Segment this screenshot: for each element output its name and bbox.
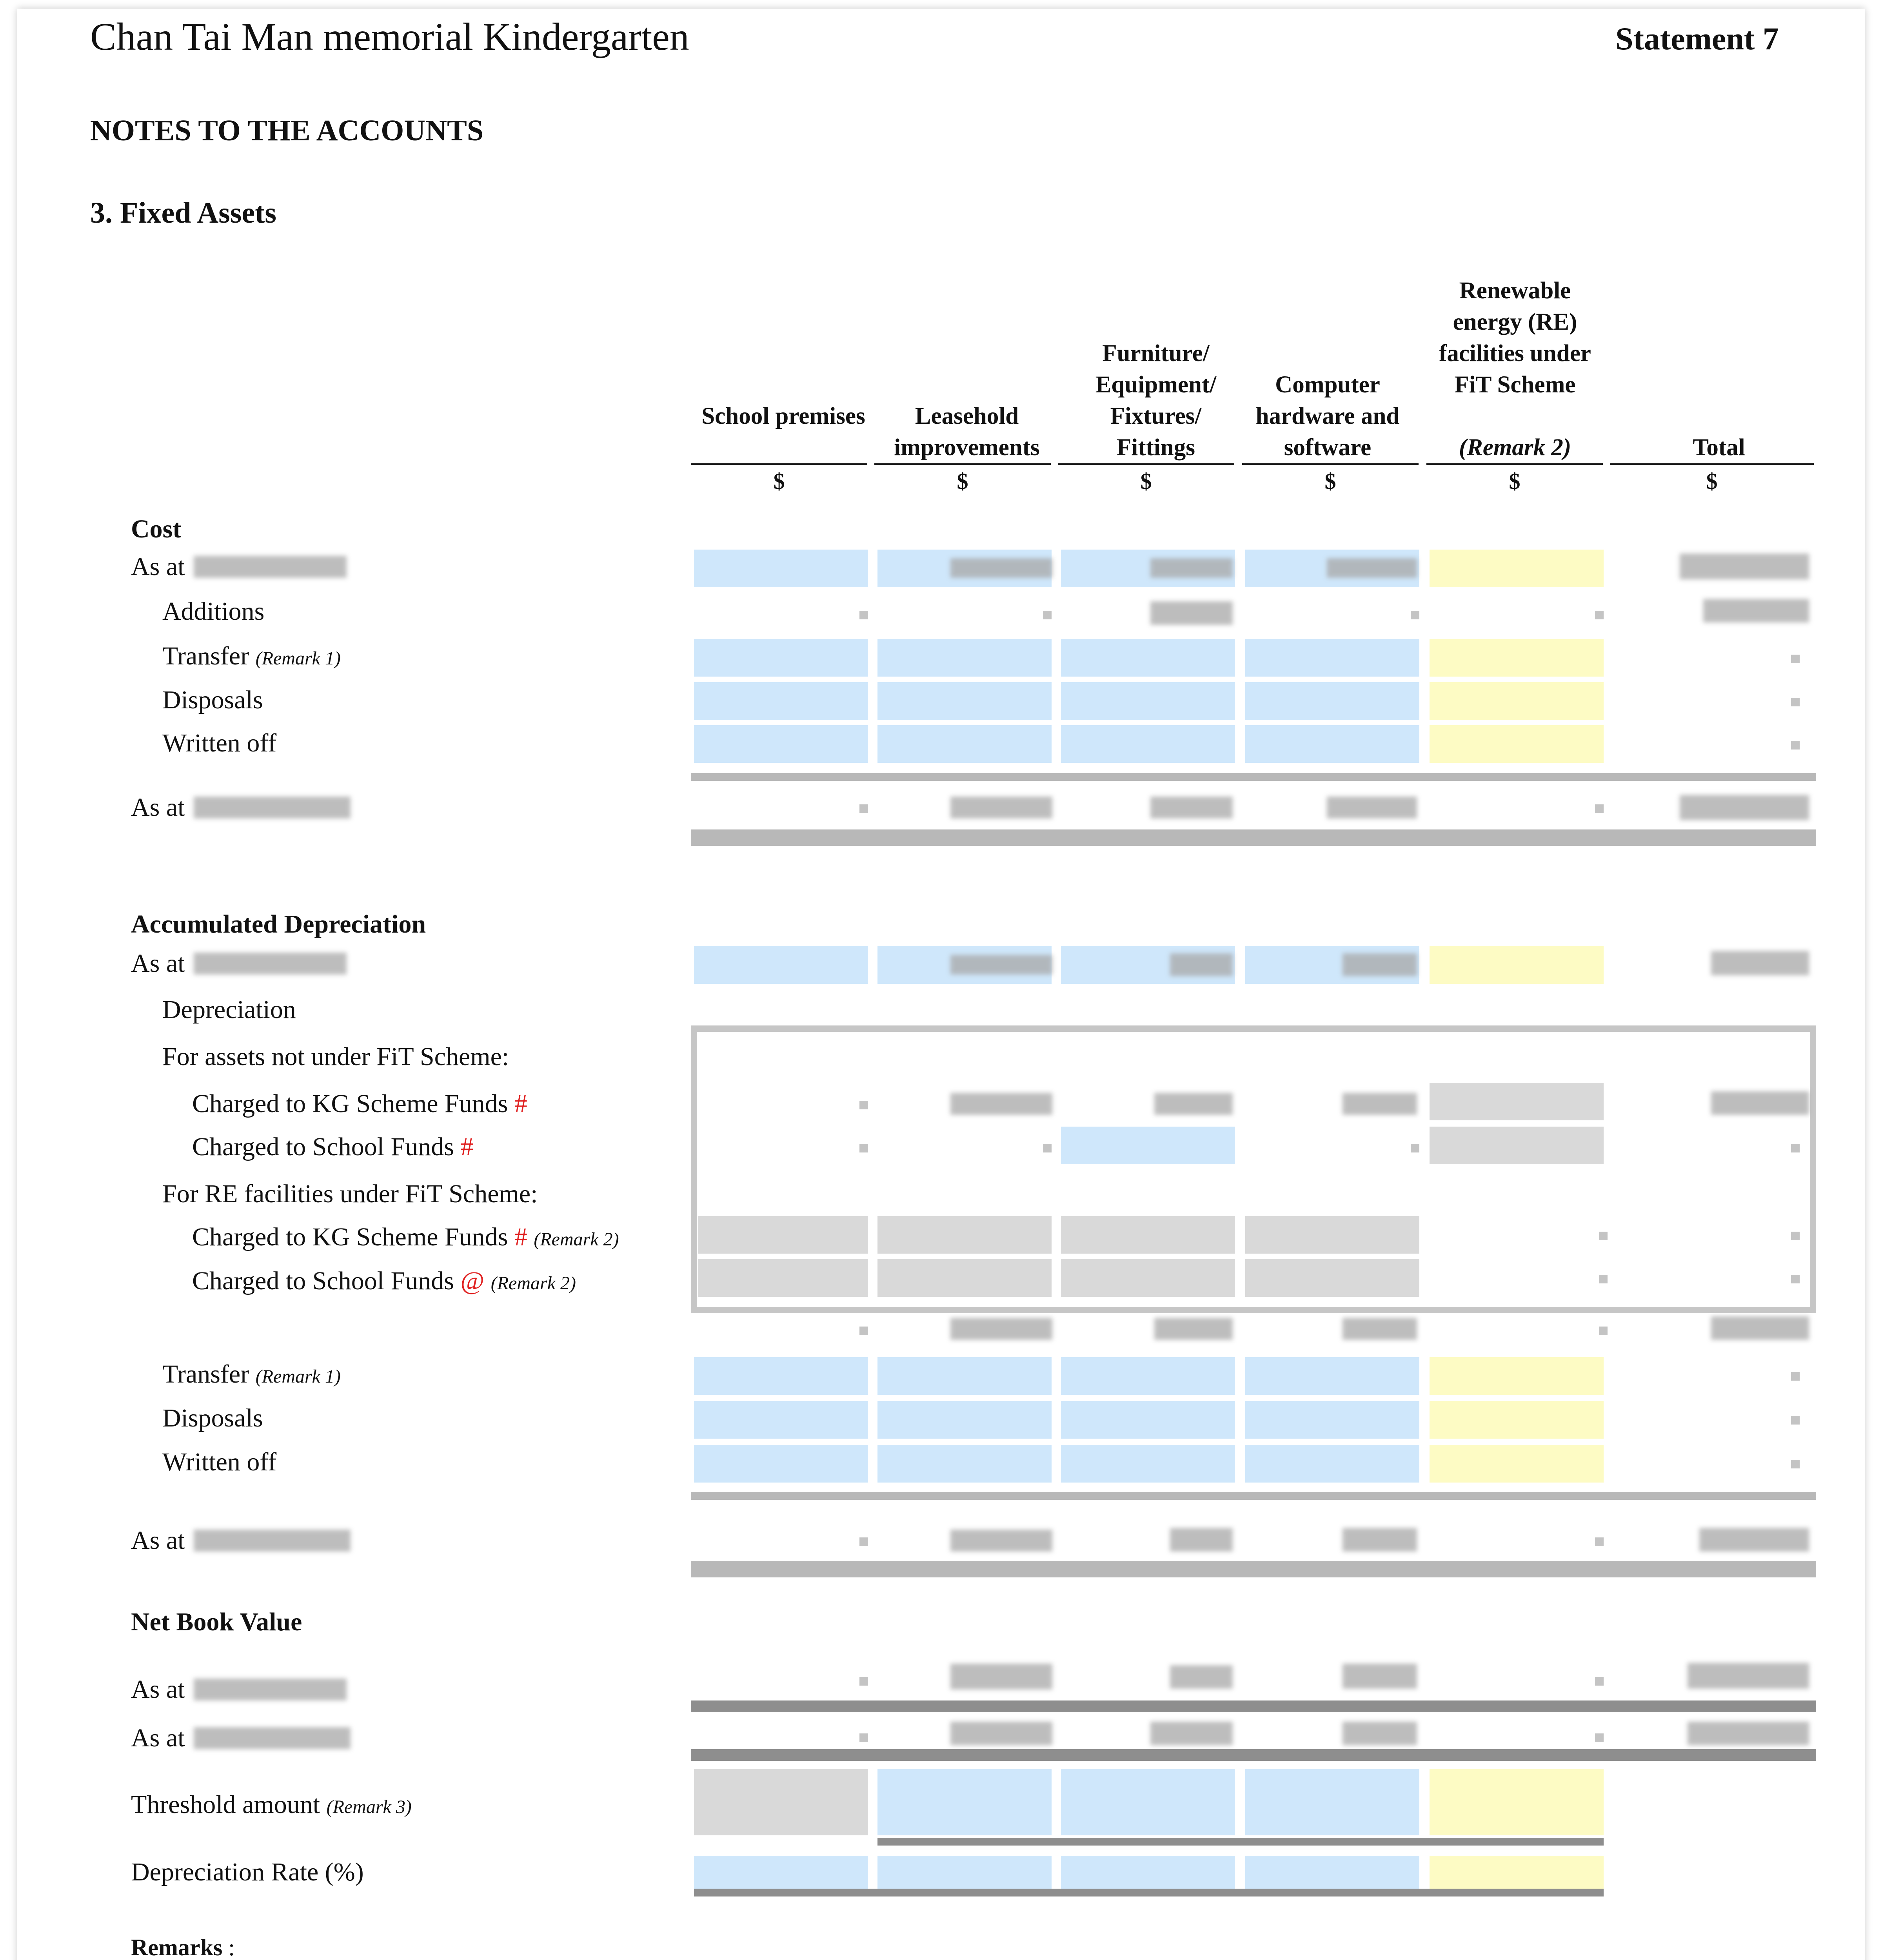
row-label-transfer (162, 641, 341, 671)
currency-label: $ (957, 468, 968, 494)
input-cell[interactable] (877, 639, 1052, 677)
empty-value-dot (859, 1733, 868, 1742)
input-cell[interactable] (877, 1445, 1052, 1483)
redacted-date (194, 556, 347, 578)
input-cell[interactable] (1061, 1127, 1235, 1164)
empty-value-dot (859, 611, 868, 619)
redacted-value (1699, 1528, 1809, 1552)
row-label-as-at: As at (131, 1724, 185, 1752)
redacted-value (1711, 1316, 1809, 1340)
redacted-value (1170, 1665, 1233, 1689)
disabled-cell (877, 1259, 1052, 1297)
redacted-value (1711, 951, 1809, 975)
empty-value-dot (859, 1677, 868, 1686)
input-cell[interactable] (694, 725, 868, 763)
input-cell[interactable] (694, 1445, 868, 1483)
remark-3-ref: (Remark 3) (326, 1797, 412, 1817)
input-cell[interactable] (694, 1401, 868, 1439)
empty-value-dot (1791, 1372, 1800, 1381)
row-label-threshold (131, 1790, 412, 1820)
empty-value-dot (1791, 1232, 1800, 1240)
empty-value-dot (1791, 1460, 1800, 1468)
charged-school-label: Charged to School Funds (192, 1132, 454, 1161)
row-label-as-at: As at (131, 1675, 185, 1704)
input-cell[interactable] (1245, 1357, 1419, 1395)
input-cell[interactable] (1430, 1856, 1604, 1889)
redacted-value (950, 955, 1052, 975)
header-underline (1242, 463, 1419, 465)
input-cell[interactable] (1430, 1401, 1604, 1439)
redacted-date (194, 797, 351, 818)
total-double-rule (691, 829, 1816, 846)
transfer-label: Transfer (162, 1360, 249, 1388)
input-cell[interactable] (1430, 639, 1604, 677)
dep-rate-rule (694, 1889, 1604, 1896)
currency-label: $ (1509, 468, 1520, 494)
input-cell[interactable] (1245, 639, 1419, 677)
input-cell[interactable] (1245, 725, 1419, 763)
at-marker: @ (460, 1267, 485, 1295)
input-cell[interactable] (877, 725, 1052, 763)
disabled-cell (1430, 1083, 1604, 1120)
nbv-double-rule (691, 1700, 1816, 1712)
empty-value-dot (1599, 1275, 1608, 1283)
header-underline (874, 463, 1051, 465)
fixed-assets-heading: 3. Fixed Assets (90, 196, 276, 229)
input-cell[interactable] (1245, 1445, 1419, 1483)
empty-value-dot (859, 1101, 868, 1109)
remarks-heading (131, 1932, 235, 1960)
notes-heading: NOTES TO THE ACCOUNTS (90, 114, 484, 147)
cost-heading: Cost (131, 515, 182, 543)
row-label-as-at: As at (131, 1526, 185, 1555)
redacted-date (194, 1727, 351, 1749)
net-book-value-heading: Net Book Value (131, 1608, 302, 1636)
input-cell[interactable] (1430, 550, 1604, 587)
redacted-value (1327, 797, 1417, 818)
empty-value-dot (1791, 741, 1800, 750)
empty-value-dot (1791, 698, 1800, 706)
row-label-disposals: Disposals (162, 686, 263, 714)
row-label-as-at: As at (131, 552, 185, 581)
redacted-date (194, 1530, 351, 1552)
header-underline (1426, 463, 1603, 465)
redacted-value (1688, 1722, 1809, 1745)
input-cell[interactable] (1061, 1401, 1235, 1439)
disabled-cell (877, 1216, 1052, 1254)
redacted-value (1342, 1722, 1417, 1745)
row-label-as-at: As at (131, 793, 185, 822)
accumulated-depreciation-heading: Accumulated Depreciation (131, 910, 426, 938)
disabled-cell (1061, 1216, 1235, 1254)
input-cell[interactable] (694, 639, 868, 677)
input-cell[interactable] (1430, 1769, 1604, 1835)
input-cell[interactable] (1430, 946, 1604, 984)
empty-value-dot (1411, 1144, 1419, 1152)
empty-value-dot (1595, 1537, 1604, 1546)
col-header-total: Total (1693, 434, 1745, 461)
empty-value-dot (859, 804, 868, 813)
hash-marker: # (514, 1089, 527, 1118)
row-label-charged-school (192, 1132, 473, 1162)
col-header-school-premises: School premises (701, 403, 865, 429)
input-cell[interactable] (694, 1357, 868, 1395)
empty-value-dot (1595, 1733, 1604, 1742)
school-name: Chan Tai Man memorial Kindergarten (90, 15, 689, 58)
redacted-date (194, 1679, 347, 1700)
currency-label: $ (1706, 468, 1718, 494)
disabled-cell (1061, 1259, 1235, 1297)
empty-value-dot (1791, 655, 1800, 663)
redacted-value (1170, 1528, 1233, 1552)
disabled-cell (694, 1769, 868, 1835)
row-label-charged-school-fit (192, 1266, 576, 1296)
empty-value-dot (1595, 1677, 1604, 1686)
input-cell[interactable] (694, 682, 868, 720)
remark-1-ref: (Remark 1) (255, 648, 341, 669)
hash-marker: # (460, 1132, 474, 1161)
redacted-value (950, 1664, 1052, 1690)
row-label-depreciation: Depreciation (162, 995, 296, 1024)
input-cell[interactable] (1245, 1769, 1419, 1835)
redacted-value (1150, 797, 1233, 818)
input-cell[interactable] (1061, 1445, 1235, 1483)
currency-label: $ (1324, 468, 1336, 494)
remark-2-ref: (Remark 2) (534, 1229, 619, 1250)
redacted-value (1154, 1093, 1233, 1115)
input-cell[interactable] (1430, 725, 1604, 763)
redacted-date (194, 953, 347, 975)
statement-number: Statement 7 (1615, 21, 1779, 56)
empty-value-dot (859, 1327, 868, 1335)
row-label-not-under-fit: For assets not under FiT Scheme: (162, 1042, 509, 1071)
header-underline (691, 463, 867, 465)
col-header-remark2: (Remark 2) (1459, 434, 1571, 461)
remarks-colon: : (222, 1935, 235, 1960)
input-cell[interactable] (1430, 1357, 1604, 1395)
charged-kg-label: Charged to KG Scheme Funds (192, 1089, 508, 1118)
remark-1-ref: (Remark 1) (255, 1366, 341, 1387)
col-header-leasehold: Leasehold improvements (894, 403, 1040, 461)
redacted-value (950, 1318, 1052, 1340)
document-page (17, 9, 1865, 1960)
input-cell[interactable] (1061, 1769, 1235, 1835)
redacted-value (1150, 601, 1233, 625)
input-cell[interactable] (1245, 1856, 1419, 1889)
input-cell[interactable] (1430, 1445, 1604, 1483)
redacted-value (1342, 1093, 1417, 1115)
redacted-value (1342, 1664, 1417, 1689)
input-cell[interactable] (877, 1401, 1052, 1439)
empty-value-dot (1599, 1232, 1608, 1240)
currency-label: $ (1140, 468, 1152, 494)
input-cell[interactable] (1061, 1357, 1235, 1395)
hash-marker: # (514, 1223, 527, 1251)
nbv-double-rule (691, 1749, 1816, 1761)
input-cell[interactable] (1061, 1856, 1235, 1889)
currency-label: $ (773, 468, 785, 494)
input-cell[interactable] (1061, 682, 1235, 720)
charged-kg-label: Charged to KG Scheme Funds (192, 1223, 508, 1251)
empty-value-dot (1043, 611, 1052, 619)
input-cell[interactable] (1061, 639, 1235, 677)
subtotal-rule (691, 773, 1816, 781)
disabled-cell (1245, 1216, 1419, 1254)
remark-2-ref: (Remark 2) (490, 1273, 576, 1294)
charged-school-label: Charged to School Funds (192, 1267, 454, 1295)
row-label-dep-rate: Depreciation Rate (%) (131, 1858, 364, 1886)
row-label-written-off: Written off (162, 1448, 277, 1476)
redacted-value (950, 1722, 1052, 1745)
empty-value-dot (859, 1144, 868, 1152)
redacted-value (1680, 795, 1809, 820)
col-header-furniture: Furniture/ Equipment/ Fixtures/ Fittings (1095, 340, 1217, 461)
empty-value-dot (1791, 1144, 1800, 1152)
total-double-rule (691, 1561, 1816, 1577)
redacted-value (1150, 558, 1233, 578)
input-cell[interactable] (877, 1357, 1052, 1395)
disabled-cell (698, 1216, 868, 1254)
input-cell[interactable] (1245, 1401, 1419, 1439)
redacted-value (1327, 558, 1417, 578)
row-label-charged-kg (192, 1089, 527, 1119)
subtotal-rule (691, 1492, 1816, 1500)
empty-value-dot (1599, 1327, 1608, 1335)
transfer-label: Transfer (162, 642, 249, 670)
redacted-value (1342, 1528, 1417, 1552)
empty-value-dot (1595, 611, 1604, 619)
input-cell[interactable] (1061, 725, 1235, 763)
input-cell[interactable] (1430, 682, 1604, 720)
disabled-cell (698, 1259, 868, 1297)
redacted-value (1680, 554, 1809, 579)
row-label-as-at: As at (131, 949, 185, 978)
threshold-label: Threshold amount (131, 1790, 320, 1819)
row-label-re-under-fit: For RE facilities under FiT Scheme: (162, 1180, 538, 1208)
row-label-additions: Additions (162, 597, 265, 626)
input-cell[interactable] (694, 550, 868, 587)
input-cell[interactable] (877, 682, 1052, 720)
redacted-value (1170, 953, 1233, 976)
row-label-transfer (162, 1359, 341, 1389)
disabled-cell (1245, 1259, 1419, 1297)
empty-value-dot (1595, 804, 1604, 813)
redacted-value (950, 1093, 1052, 1115)
redacted-value (950, 797, 1052, 818)
empty-value-dot (859, 1537, 868, 1546)
empty-value-dot (1791, 1275, 1800, 1283)
redacted-value (1342, 953, 1417, 976)
redacted-value (1688, 1663, 1809, 1689)
row-label-written-off: Written off (162, 729, 277, 757)
input-cell[interactable] (1245, 682, 1419, 720)
disabled-cell (1430, 1127, 1604, 1164)
empty-value-dot (1791, 1416, 1800, 1425)
redacted-value (1711, 1091, 1809, 1115)
header-underline (1610, 463, 1814, 465)
row-label-disposals: Disposals (162, 1404, 263, 1432)
redacted-value (950, 1530, 1052, 1552)
empty-value-dot (1411, 611, 1419, 619)
redacted-value (1154, 1318, 1233, 1340)
redacted-value (1150, 1722, 1233, 1745)
col-header-re-facilities: Renewable energy (RE) facilities under FiT Scheme (1439, 278, 1591, 398)
input-cell[interactable] (694, 946, 868, 984)
col-header-computer: Computer hardware and software (1255, 372, 1400, 461)
redacted-value (1342, 1318, 1417, 1340)
redacted-value (1703, 599, 1809, 622)
row-label-charged-kg-fit (192, 1222, 619, 1252)
input-cell[interactable] (694, 1856, 868, 1889)
threshold-rule (877, 1838, 1604, 1846)
input-cell[interactable] (877, 1769, 1052, 1835)
empty-value-dot (1043, 1144, 1052, 1152)
redacted-value (950, 558, 1052, 578)
input-cell[interactable] (877, 1856, 1052, 1889)
remarks-title: Remarks (131, 1935, 223, 1960)
header-underline (1058, 463, 1234, 465)
